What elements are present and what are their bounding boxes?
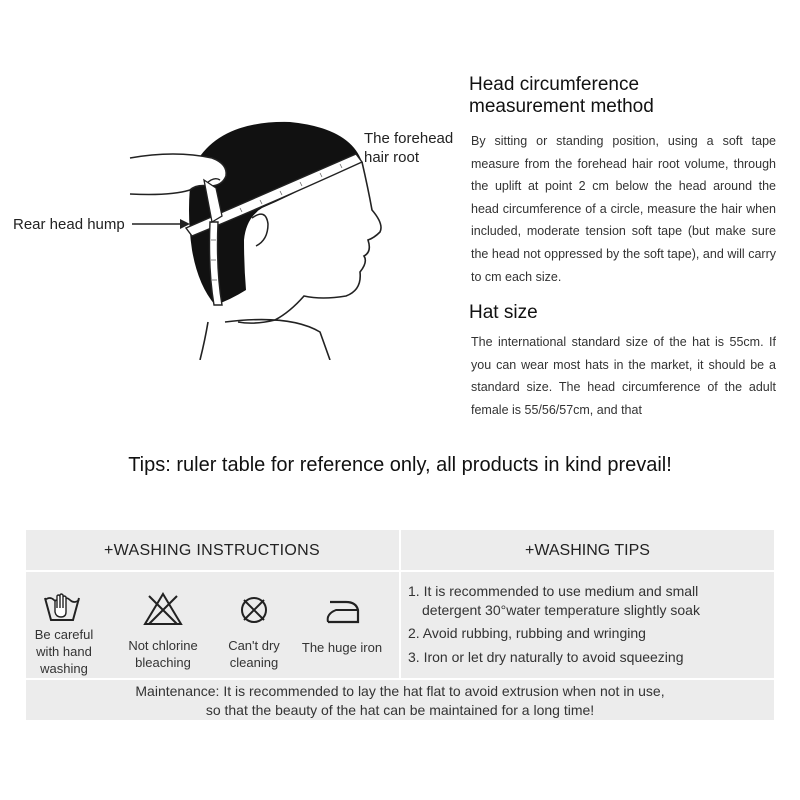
iron-label: The huge iron: [301, 640, 383, 655]
washing-tip-3: 3. Iron or let dry naturally to avoid squeezing: [408, 649, 684, 665]
no-dry-clean-label: Can't dry cleaning: [228, 638, 280, 670]
washing-instructions-title: +WASHING INSTRUCTIONS: [104, 542, 320, 559]
washing-tip-1: 1. It is recommended to use medium and small: [408, 583, 699, 599]
no-dry-clean-icon: [238, 594, 270, 626]
maintenance-line-2: so that the beauty of the hat can be maintained for a long time!: [205, 702, 595, 718]
hat-size-text: The international standard size of the hat is 55cm. If you can wear most hats in the market, it should be a standard size. The head circumference of the adult female is 55/56/57cm, and that: [471, 335, 776, 417]
no-bleach-icon: [143, 592, 183, 626]
forehead-hair-root-label: The forehead hair root: [364, 130, 454, 166]
tips-banner: Tips: ruler table for reference only, all products in kind prevail!: [128, 454, 672, 476]
iron-icon: [322, 596, 362, 626]
maintenance-line-1: Maintenance: It is recommended to lay the hat flat to avoid extrusion when not in use,: [135, 683, 665, 699]
measurement-method-heading: Head circumference measurement method: [469, 74, 654, 117]
no-bleach-label: Not chlorine bleaching: [128, 638, 198, 670]
rear-head-hump-label: Rear head hump: [13, 216, 125, 233]
hand-wash-label: Be careful with hand washing: [34, 627, 94, 676]
maintenance-note: [26, 682, 774, 720]
hat-size-heading: Hat size: [469, 302, 538, 323]
measurement-method-text: By sitting or standing position, using a soft tape measure from the forehead hair root volume, through the uplift at point 2 cm below the head around the head circumference of a circle, measure the hair when included, moderate tension soft tape (but make sure the head not oppressed by the soft tape), and will carry to cm each size.: [471, 134, 776, 284]
washing-tips-title: +WASHING TIPS: [525, 542, 650, 559]
washing-tip-2: 2. Avoid rubbing, rubbing and wringing: [408, 625, 646, 641]
hand-wash-icon: [42, 590, 82, 624]
washing-tip-1-cont: detergent 30°water temperature slightly soak: [422, 602, 700, 618]
